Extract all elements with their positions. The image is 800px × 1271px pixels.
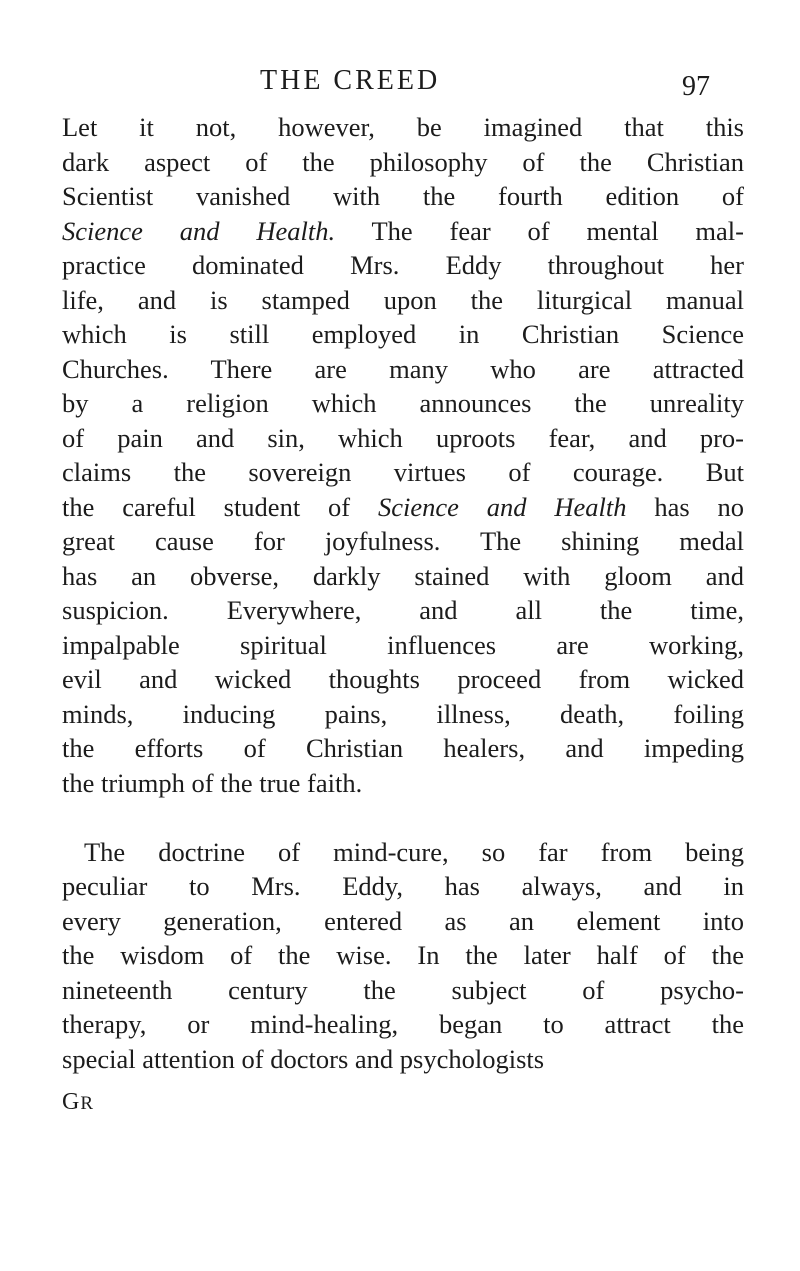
paragraph-gap bbox=[62, 800, 744, 835]
text-line: dark aspect of the philosophy of the Christian bbox=[62, 146, 744, 177]
paragraph bbox=[62, 835, 744, 1077]
text-line: the wisdom of the wise. In the later half of the bbox=[62, 940, 744, 970]
text-line: therapy, or mind-healing, began to attract the bbox=[62, 1009, 744, 1039]
text-line: minds, inducing pains, illness, death, foiling bbox=[62, 698, 744, 729]
text-line bbox=[62, 214, 744, 249]
text-line: which is still employed in Christian Science bbox=[62, 319, 744, 349]
text-line: has an obverse, darkly stained with gloom and bbox=[62, 560, 744, 591]
text-line: great cause for joyfulness. The shining medal bbox=[62, 526, 744, 556]
italic-title: Science and Health. bbox=[62, 215, 336, 246]
text-line: The doctrine of mind-cure, so far from being bbox=[84, 836, 744, 867]
text-line: the triumph of the true faith. bbox=[62, 767, 363, 798]
text-run: The fear of mental mal- bbox=[335, 215, 744, 246]
body-text bbox=[62, 110, 744, 1076]
text-run: has no bbox=[626, 491, 745, 522]
text-line: practice dominated Mrs. Eddy throughout her bbox=[62, 250, 744, 280]
text-line: life, and is stamped upon the liturgical manual bbox=[62, 284, 744, 315]
text-line: Churches. There are many who are attracted bbox=[62, 353, 744, 384]
text-line bbox=[62, 490, 744, 525]
text-line: evil and wicked thoughts proceed from wicked bbox=[62, 664, 744, 694]
text-run: the careful student of bbox=[62, 491, 378, 522]
text-line: peculiar to Mrs. Eddy, has always, and in bbox=[62, 871, 744, 901]
signature-mark-rest: R bbox=[80, 1093, 95, 1114]
text-line: the efforts of Christian healers, and impeding bbox=[62, 733, 744, 763]
text-line: claims the sovereign virtues of courage. But bbox=[62, 457, 744, 487]
text-line: Let it not, however, be imagined that this bbox=[62, 112, 744, 142]
text-line: every generation, entered as an element into bbox=[62, 905, 744, 936]
text-line: nineteenth century the subject of psycho- bbox=[62, 974, 744, 1005]
signature-mark-initial: G bbox=[62, 1089, 81, 1115]
signature-mark bbox=[62, 1090, 94, 1116]
text-line: special attention of doctors and psychologists bbox=[62, 1043, 545, 1074]
running-title: THE CREED bbox=[260, 65, 441, 96]
text-line: impalpable spiritual influences are working, bbox=[62, 629, 744, 660]
italic-title: Science and Health bbox=[377, 491, 627, 522]
page-number: 97 bbox=[682, 71, 710, 102]
text-line: of pain and sin, which uproots fear, and pro- bbox=[62, 422, 744, 453]
text-line: Scientist vanished with the fourth edition of bbox=[62, 181, 744, 211]
text-line: suspicion. Everywhere, and all the time, bbox=[62, 595, 744, 625]
paragraph bbox=[62, 110, 744, 800]
text-line: by a religion which announces the unreality bbox=[62, 388, 744, 418]
